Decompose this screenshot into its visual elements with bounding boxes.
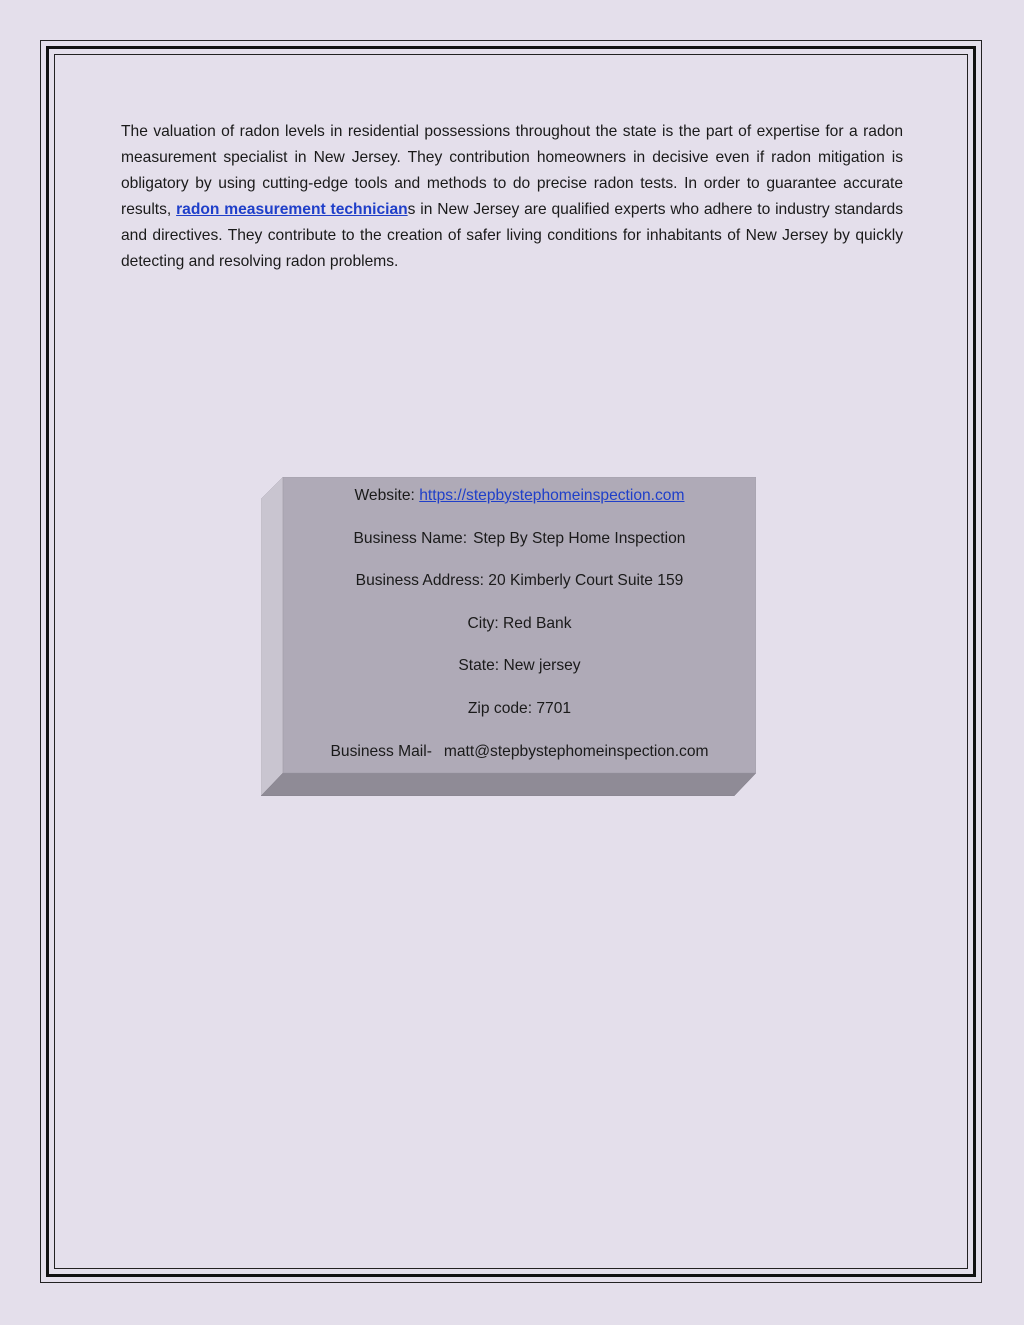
body-paragraph: [121, 119, 903, 275]
radon-technician-link[interactable]: radon measurement technician: [176, 201, 408, 218]
website-label: Website:: [354, 487, 415, 504]
business-info-content: [283, 477, 756, 773]
body-text-intro: The valuation of radon levels in residential possessions throughout the state is the part of expertise for a radon measurement specialist in New Jersey. They contribution homeowners in decisive even if radon mitigation is obligatory by using cutting-edge tools and methods to do precise radon tests. In order to guarantee accurate results,: [121, 123, 903, 218]
business-name-value: Step By Step Home Inspection: [473, 529, 686, 547]
business-name-label: Business Name:: [353, 529, 468, 547]
zip-code-line: Zip code: 7701: [467, 699, 572, 717]
business-name-line: [283, 528, 756, 571]
business-address-line: Business Address: 20 Kimberly Court Suite 159: [355, 572, 684, 590]
business-mail-line: [283, 741, 756, 784]
business-mail-value: matt@stepbystephomeinspection.com: [443, 742, 709, 760]
city-line: City: Red Bank: [467, 614, 572, 632]
business-info-box: [261, 477, 756, 796]
website-line: [283, 485, 756, 528]
website-link[interactable]: https://stepbystephomeinspection.com: [419, 487, 685, 504]
body-text-rest: s in New Jersey are qualified experts who adhere to industry standards and directives. They contribute to the creation of safer living conditions for inhabitants of New Jersey by quickly detecting and resolving radon problems.: [121, 201, 904, 270]
business-mail-label: Business Mail-: [330, 742, 432, 760]
state-line: State: New jersey: [458, 657, 581, 675]
